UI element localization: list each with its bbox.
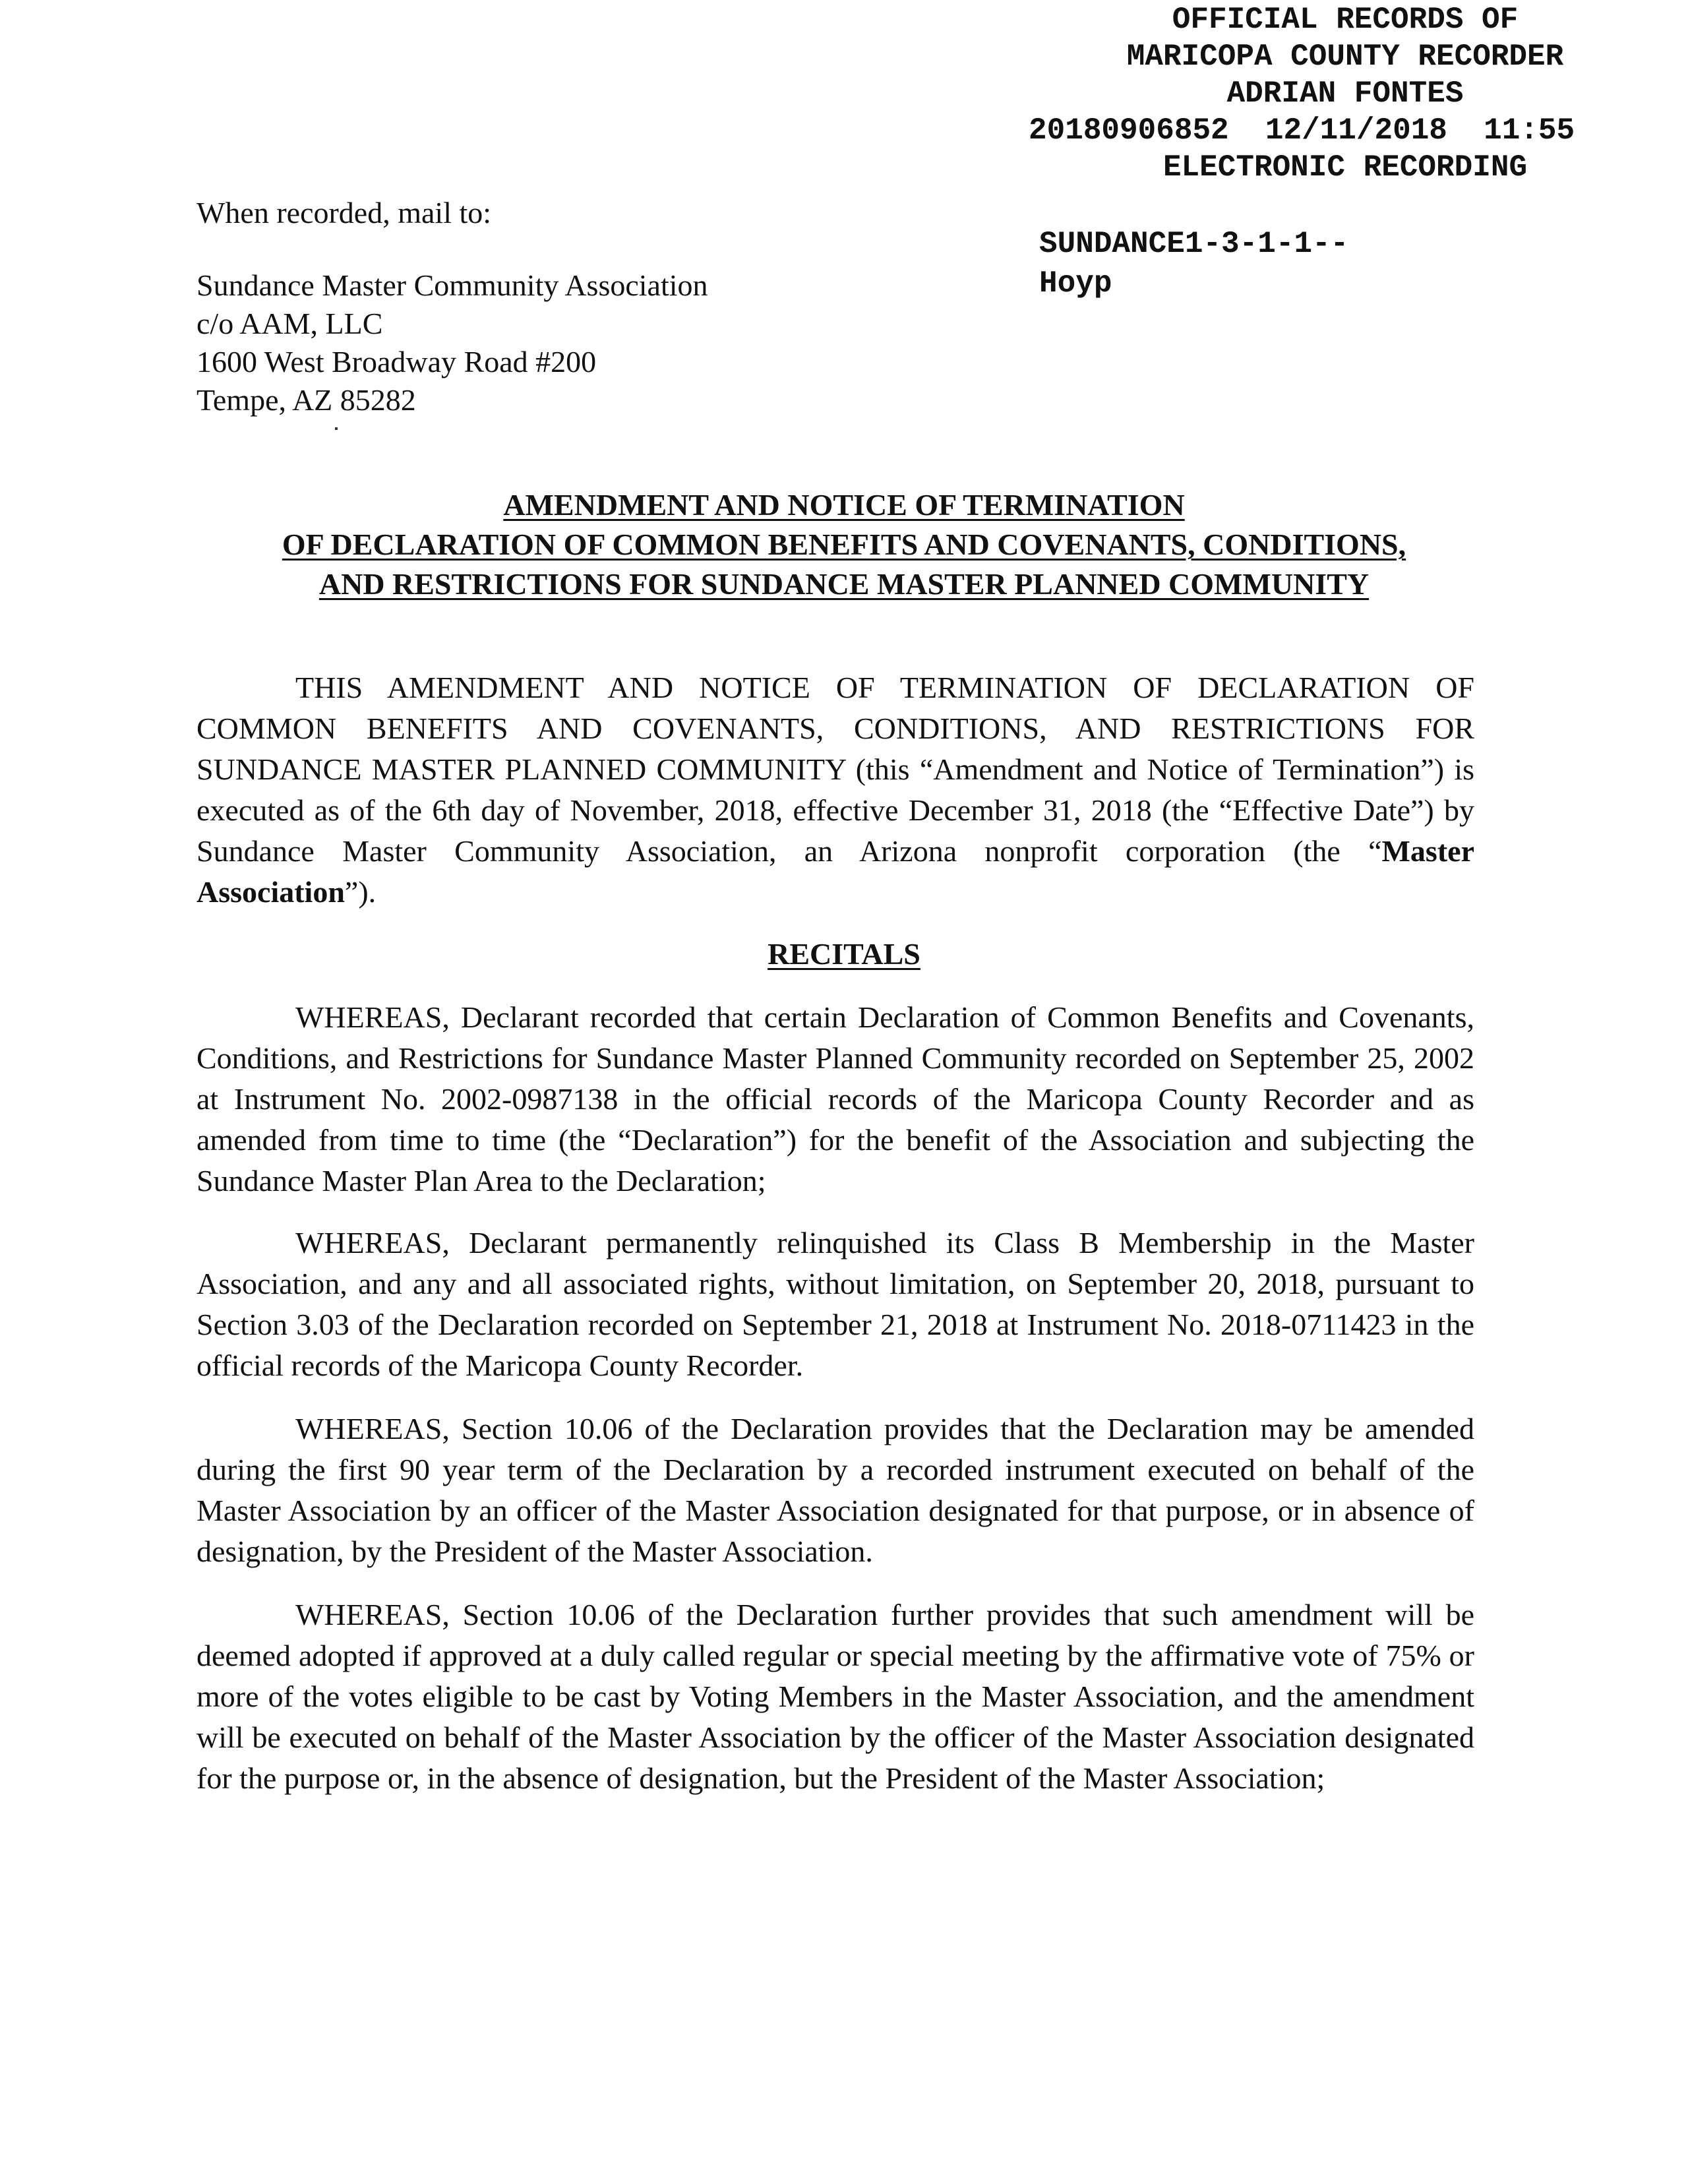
stamp-line-county-recorder: MARICOPA COUNTY RECORDER — [1126, 40, 1564, 74]
title-line-2: OF DECLARATION OF COMMON BENEFITS AND COVENANTS, CONDITIONS, — [282, 528, 1406, 561]
recital-paragraph: WHEREAS, Section 10.06 of the Declaration further provides that such amendment will be deemed adopted if approved at a duly called regular or special meeting by the affirmative vote of 75% or more of the votes eligible to be cast by Voting Members in the Master Association, and the amendment will be executed on behalf of the Master Association by the officer of the Master Association designated for the purpose or, in the absence of designation, but the President of the Master Association; — [196, 1598, 1474, 1795]
stamp-line-instrument-date: 20180906852 12/11/2018 11:55 — [1029, 113, 1575, 148]
intro-text: THIS AMENDMENT AND NOTICE OF TERMINATION OF DECLARATION OF COMMON BENEFITS AND COVENANTS, CONDITIONS, AND RESTRICTIONS FOR SUNDANCE MASTER PLANNED COMMUNITY (this “Amendment and Notice of Termination”) is executed as of the 6th day of November, 2018, effective December 31, 2018 (the “Effective Date”) by Sundance Master Community Association, an Arizona nonprofit corporation (the “ — [196, 671, 1474, 868]
intro-text-end: ”). — [344, 875, 377, 909]
mail-address-block — [196, 266, 708, 419]
batch-code-user: Hoyp — [1039, 266, 1112, 301]
address-line-street: 1600 West Broadway Road #200 — [196, 345, 597, 379]
batch-code — [1039, 224, 1348, 303]
stamp-line-electronic-recording: ELECTRONIC RECORDING — [1162, 150, 1528, 185]
stamp-line-official-records: OFFICIAL RECORDS OF — [1172, 3, 1519, 37]
batch-code-id: SUNDANCE1-3-1-1-- — [1039, 227, 1349, 261]
title-line-1: AMENDMENT AND NOTICE OF TERMINATION — [503, 488, 1185, 522]
recitals-heading: RECITALS — [768, 937, 920, 971]
recital-paragraph: WHEREAS, Declarant recorded that certain Declaration of Common Benefits and Covenants, Conditions, and Restrictions for Sundance Master Planned Community recorded on September 25, 2002 at Instrument No. 2002-0987138 in the official records of the Maricopa County Recorder and as amended from time to time (the “Declaration”) for the benefit of the Association and subjecting the Sundance Master Plan Area to the Declaration; — [196, 1000, 1474, 1198]
recorder-stamp — [1029, 1, 1662, 186]
document-title — [185, 485, 1503, 604]
intro-bold-term: Master Association — [196, 834, 1474, 909]
stamp-line-recorder-name: ADRIAN FONTES — [1226, 76, 1464, 111]
recital-paragraph: WHEREAS, Declarant permanently relinquished its Class B Membership in the Master Association, and any and all associated rights, without limitation, on September 20, 2018, pursuant to Section 3.03 of the Declaration recorded on September 21, 2018 at Instrument No. 2018-0711423 in the official records of the Maricopa County Recorder. — [196, 1226, 1474, 1382]
recital-paragraph: WHEREAS, Section 10.06 of the Declaration provides that the Declaration may be amended during the first 90 year term of the Declaration by a recorded instrument executed on behalf of the Master Association by an officer of the Master Association designated for that purpose, or in absence of designation, by the President of the Master Association. — [196, 1412, 1474, 1568]
address-line-care-of: c/o AAM, LLC — [196, 307, 383, 340]
address-line-name: Sundance Master Community Association — [196, 268, 708, 302]
title-line-3: AND RESTRICTIONS FOR SUNDANCE MASTER PLANNED COMMUNITY — [318, 567, 1370, 601]
intro-paragraph — [196, 667, 1474, 913]
mail-to-label: When recorded, mail to: — [196, 196, 492, 229]
address-line-city: Tempe, AZ 85282 — [196, 383, 416, 417]
scan-speck — [335, 427, 338, 430]
